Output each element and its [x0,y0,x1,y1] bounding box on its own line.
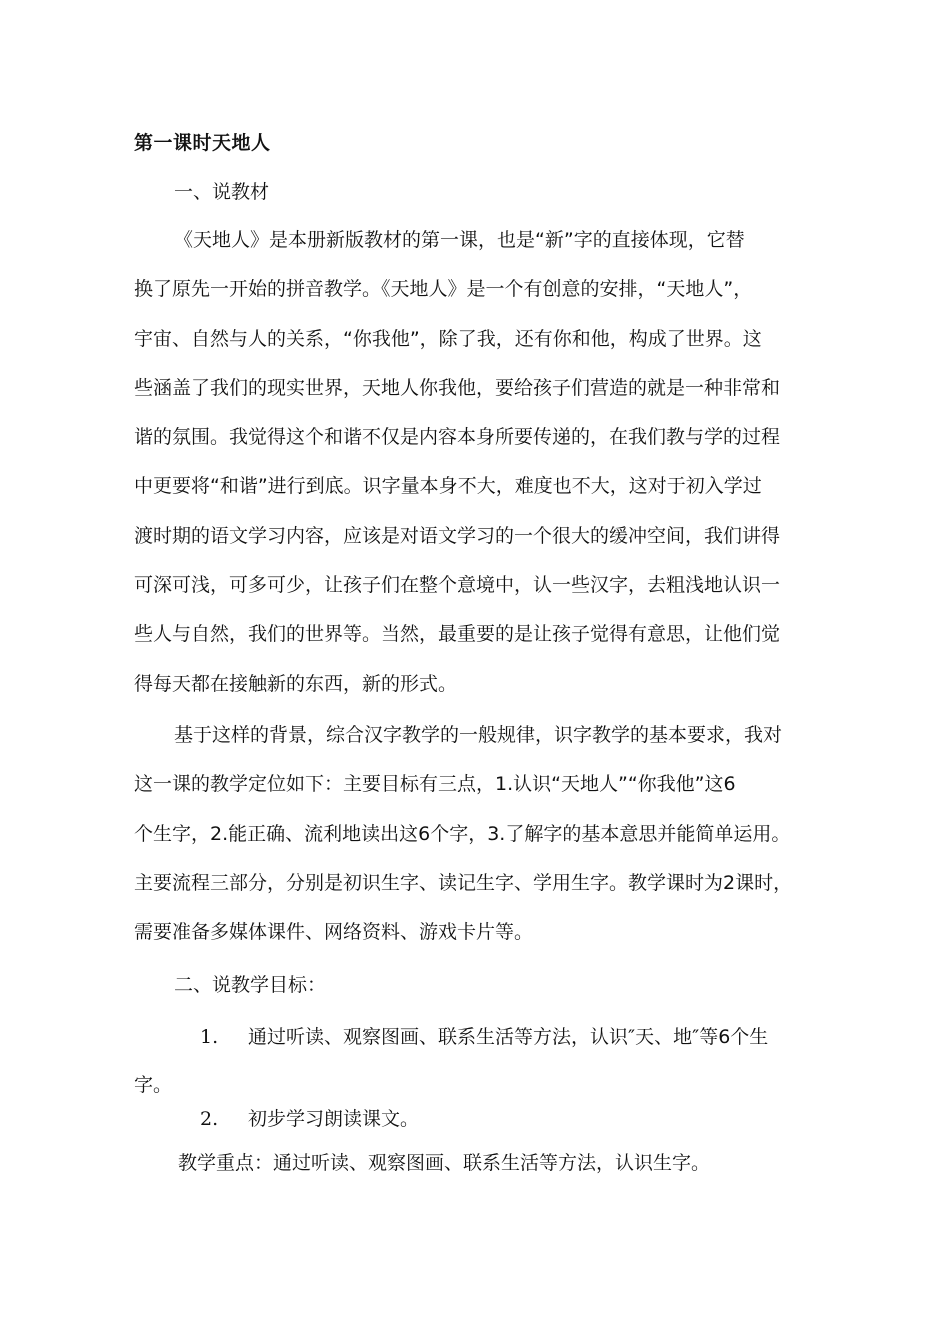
goal-item-2 [200,1104,419,1131]
text-line: 些人与自然，我们的世界等。当然，最重要的是让孩子觉得有意思，让他们觉 [134,623,781,646]
text-line: 换了原先一开始的拼音教学。《天地人》是一个有创意的安排，“天地人”， [134,278,753,301]
text-line: 中更要将“和谐”进行到底。识字量本身不大，难度也不大，这对于初入学过 [134,475,762,498]
paragraph-teaching-positioning [134,711,834,957]
goal-number: 1. [200,1026,219,1048]
text-line: 个生字，2.能正确、流利地读出这6个字，3.了解字的基本意思并能简单运用。 [134,822,791,845]
goal-number: 2. [200,1108,219,1130]
goal-text: 通过听读、观察图画、联系生活等方法，认识″天、地″等6个生 [248,1026,769,1048]
text-line: 可深可浅，可多可少，让孩子们在整个意境中，认一些汉字，去粗浅地认识一 [134,574,781,597]
teaching-key-point: 教学重点：通过听读、观察图画、联系生活等方法，认识生字。 [178,1152,711,1174]
text-line: 渡时期的语文学习内容，应该是对语文学习的一个很大的缓冲空间，我们讲得 [134,524,781,547]
text-line: 《天地人》是本册新版教材的第一课，也是“新”字的直接体现，它替 [174,229,745,251]
document-title: 第一课时天地人 [134,132,271,154]
section-heading-teaching-material: 一、说教材 [174,181,270,203]
paragraph-material-intro [134,216,834,709]
goal-item-1 [200,1022,768,1049]
text-line: 需要准备多媒体课件、网络资料、游戏卡片等。 [134,921,534,944]
section-heading-teaching-goals: 二、说教学目标： [174,974,327,996]
text-line: 些涵盖了我们的现实世界，天地人你我他，要给孩子们营造的就是一种非常和 [134,376,781,399]
text-line: 基于这样的背景，综合汉字教学的一般规律，识字教学的基本要求，我对 [174,724,783,746]
text-line: 宇宙、自然与人的关系，“你我他”，除了我，还有你和他，构成了世界。这 [134,327,762,350]
goal-item-1-continuation: 字。 [134,1074,173,1096]
text-line: 这一课的教学定位如下：主要目标有三点，1.认识“天地人”“你我他”这6 [134,773,736,796]
text-line: 得每天都在接触新的东西，新的形式。 [134,672,458,695]
goal-text: 初步学习朗读课文。 [248,1108,420,1130]
text-line: 谐的氛围。我觉得这个和谐不仅是内容本身所要传递的，在我们教与学的过程 [134,426,781,449]
text-line: 主要流程三部分，分别是初识生字、读记生字、学用生字。教学课时为2课时， [134,871,793,894]
